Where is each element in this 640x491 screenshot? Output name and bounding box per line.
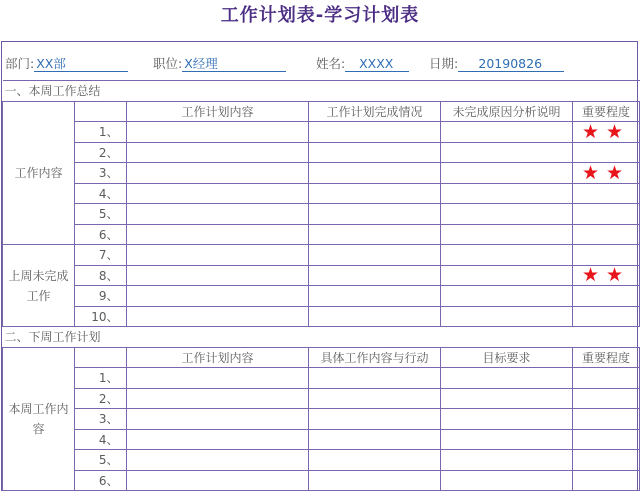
dept-field[interactable]	[5, 54, 128, 72]
table-row	[3, 368, 640, 389]
importance-cell[interactable]	[573, 470, 640, 491]
entry-cell[interactable]	[127, 224, 309, 245]
table-row	[3, 224, 640, 245]
row-number-text: 1、	[98, 125, 119, 140]
entry-cell[interactable]	[441, 388, 573, 409]
entry-cell[interactable]	[441, 122, 573, 143]
entry-cell[interactable]	[309, 450, 441, 471]
row-number	[75, 224, 127, 245]
entry-cell[interactable]	[441, 306, 573, 327]
importance-cell[interactable]	[573, 142, 640, 163]
row-number	[75, 409, 127, 430]
position-label: 职位:	[153, 56, 183, 71]
row-number	[75, 368, 127, 389]
entry-cell[interactable]	[309, 142, 441, 163]
row-number-text: 1、	[98, 371, 119, 386]
entry-cell[interactable]	[309, 470, 441, 491]
entry-cell[interactable]	[127, 163, 309, 184]
entry-cell[interactable]	[441, 224, 573, 245]
entry-cell[interactable]	[441, 409, 573, 430]
table-row	[3, 163, 640, 184]
entry-cell[interactable]	[441, 429, 573, 450]
table-row	[3, 183, 640, 204]
row-number-text: 3、	[98, 412, 119, 427]
entry-cell[interactable]	[127, 470, 309, 491]
column-header: 未完成原因分析说明	[441, 101, 573, 122]
table-row	[3, 204, 640, 225]
entry-cell[interactable]	[127, 450, 309, 471]
importance-cell[interactable]: ★★	[573, 265, 640, 286]
row-number	[75, 450, 127, 471]
row-number-text: 5、	[98, 453, 119, 468]
entry-cell[interactable]	[441, 163, 573, 184]
date-value[interactable]: 20190826	[458, 57, 564, 72]
entry-cell[interactable]	[127, 265, 309, 286]
column-header: 工作计划完成情况	[309, 101, 441, 122]
blank-cell	[75, 101, 127, 122]
entry-cell[interactable]	[441, 265, 573, 286]
entry-cell[interactable]	[309, 265, 441, 286]
table-row	[3, 409, 640, 430]
row-number-text: 9、	[98, 289, 119, 304]
row-number-text: 10、	[91, 309, 119, 324]
column-header: 工作计划内容	[127, 101, 309, 122]
blank-cell	[75, 347, 127, 368]
name-value[interactable]: XXXX	[345, 57, 409, 72]
row-number	[75, 286, 127, 307]
table-row	[3, 122, 640, 143]
name-label: 姓名:	[316, 56, 346, 71]
column-header: 重要程度	[573, 101, 640, 122]
row-number-text: 2、	[98, 145, 119, 160]
importance-cell[interactable]	[573, 409, 640, 430]
entry-cell[interactable]	[441, 204, 573, 225]
entry-cell[interactable]	[127, 142, 309, 163]
importance-cell[interactable]	[573, 388, 640, 409]
group-label: 上周未完成工作	[3, 245, 75, 327]
date-label: 日期:	[429, 56, 459, 71]
row-number	[75, 142, 127, 163]
column-header-row	[3, 347, 640, 368]
section-heading	[3, 81, 640, 102]
entry-cell[interactable]	[309, 163, 441, 184]
entry-cell[interactable]	[441, 142, 573, 163]
section2-heading: 二、下周工作计划	[3, 327, 640, 348]
importance-cell[interactable]	[573, 429, 640, 450]
column-header: 具体工作内容与行动	[309, 347, 441, 368]
entry-cell[interactable]	[309, 429, 441, 450]
table-row	[3, 429, 640, 450]
date-field[interactable]	[429, 54, 564, 72]
table-row	[3, 142, 640, 163]
table-row	[3, 470, 640, 491]
entry-cell[interactable]	[127, 183, 309, 204]
entry-cell[interactable]	[441, 368, 573, 389]
name-field[interactable]	[316, 54, 409, 72]
entry-cell[interactable]	[309, 224, 441, 245]
row-number	[75, 470, 127, 491]
table-row	[3, 265, 640, 286]
table-row	[3, 245, 640, 266]
row-number	[75, 429, 127, 450]
column-header-row	[3, 101, 640, 122]
row-number-text: 3、	[98, 166, 119, 181]
entry-cell[interactable]	[309, 388, 441, 409]
entry-cell[interactable]	[441, 286, 573, 307]
entry-cell[interactable]	[441, 245, 573, 266]
importance-cell[interactable]: ★★	[573, 122, 640, 143]
entry-cell[interactable]	[309, 306, 441, 327]
row-number-text: 4、	[98, 186, 119, 201]
entry-cell[interactable]	[309, 409, 441, 430]
table-row	[3, 450, 640, 471]
importance-cell[interactable]	[573, 245, 640, 266]
group-label: 本周工作内容	[3, 347, 75, 491]
entry-cell[interactable]	[309, 245, 441, 266]
column-header: 重要程度	[573, 347, 640, 368]
row-number	[75, 265, 127, 286]
table-row	[3, 286, 640, 307]
importance-cell[interactable]	[573, 224, 640, 245]
entry-cell[interactable]	[127, 368, 309, 389]
section-heading	[3, 327, 640, 348]
column-header: 工作计划内容	[127, 347, 309, 368]
entry-cell[interactable]	[309, 368, 441, 389]
importance-cell[interactable]	[573, 306, 640, 327]
importance-cell[interactable]	[573, 286, 640, 307]
entry-cell[interactable]	[127, 409, 309, 430]
table-row	[3, 388, 640, 409]
row-number	[75, 183, 127, 204]
entry-cell[interactable]	[441, 183, 573, 204]
entry-cell[interactable]	[309, 286, 441, 307]
row-number	[75, 204, 127, 225]
row-number-text: 6、	[98, 227, 119, 242]
entry-cell[interactable]	[127, 122, 309, 143]
position-field[interactable]	[153, 54, 286, 72]
row-number	[75, 245, 127, 266]
entry-cell[interactable]	[127, 204, 309, 225]
table-row	[3, 306, 640, 327]
entry-cell[interactable]	[127, 306, 309, 327]
entry-cell[interactable]	[309, 122, 441, 143]
importance-cell[interactable]	[573, 183, 640, 204]
entry-cell[interactable]	[127, 245, 309, 266]
row-number	[75, 122, 127, 143]
entry-cell[interactable]	[441, 470, 573, 491]
plan-form	[1, 41, 638, 491]
entry-cell[interactable]	[127, 388, 309, 409]
dept-value[interactable]: XX部	[34, 57, 128, 72]
row-number-text: 7、	[98, 248, 119, 263]
row-number-text: 6、	[98, 473, 119, 488]
row-number-text: 4、	[98, 432, 119, 447]
row-number	[75, 388, 127, 409]
plan-table	[2, 80, 640, 491]
importance-cell[interactable]	[573, 450, 640, 471]
dept-label: 部门:	[5, 56, 35, 71]
entry-cell[interactable]	[127, 429, 309, 450]
row-number-text: 8、	[98, 268, 119, 283]
group-label: 工作内容	[3, 101, 75, 245]
entry-cell[interactable]	[309, 204, 441, 225]
entry-cell[interactable]	[309, 183, 441, 204]
row-number	[75, 163, 127, 184]
importance-cell[interactable]	[573, 368, 640, 389]
entry-cell[interactable]	[441, 450, 573, 471]
entry-cell[interactable]	[127, 286, 309, 307]
row-number	[75, 306, 127, 327]
column-header: 目标要求	[441, 347, 573, 368]
importance-cell[interactable]: ★★	[573, 163, 640, 184]
page-title: 工作计划表-学习计划表	[220, 5, 420, 26]
section1-heading: 一、本周工作总结	[3, 81, 640, 102]
importance-cell[interactable]	[573, 204, 640, 225]
row-number-text: 5、	[98, 207, 119, 222]
position-value[interactable]: X经理	[182, 57, 286, 72]
row-number-text: 2、	[98, 391, 119, 406]
info-bar	[2, 42, 637, 82]
